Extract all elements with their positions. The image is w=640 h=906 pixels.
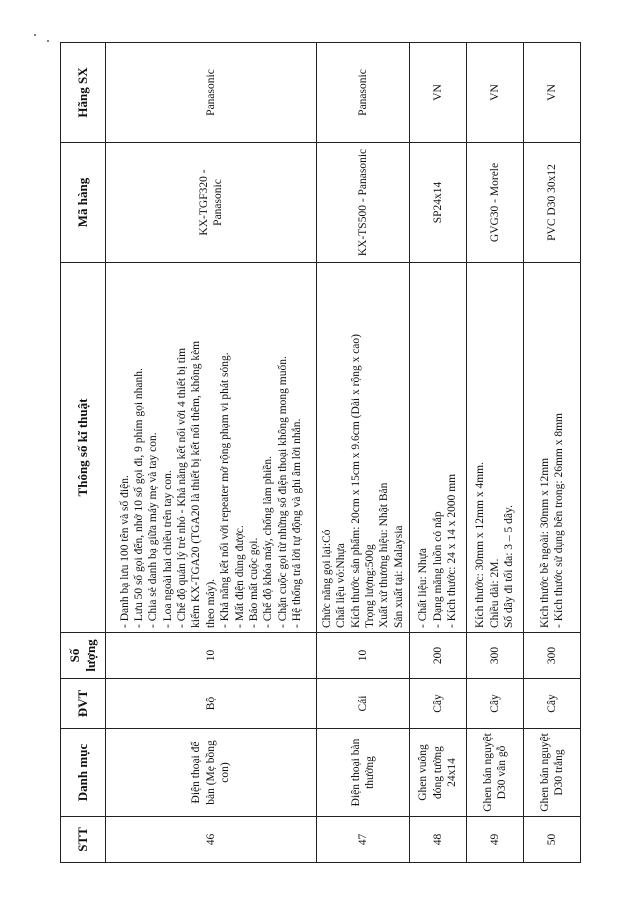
header-dvt: ĐVT — [61, 679, 106, 729]
cell-hang-sx: VN — [410, 43, 467, 143]
header-so-luong: Số lượng — [61, 633, 106, 679]
spec-line: - Mất điện dùng được. — [233, 525, 246, 628]
cell-hang-sx: Panasonic — [317, 43, 410, 143]
spec-line: - Hệ thống trả lời tự động và ghi âm lời nhắn. — [291, 418, 304, 628]
spec-line: Trọng lượng:500g — [364, 544, 376, 628]
cell-stt: 49 — [467, 817, 524, 863]
spec-line: Chiều dài: 2M. — [488, 558, 501, 628]
table-row — [524, 43, 581, 863]
spec-line: Kích thước: 30mm x 12mm x 4mm. — [474, 462, 487, 628]
header-thong-so: Thông số kĩ thuật — [61, 263, 106, 633]
spec-line: Kích thước bề ngoài: 30mm x 12mm — [538, 457, 551, 628]
spec-line: Chức năng gọi lại:Có — [320, 529, 333, 628]
cell-dvt: Cây — [467, 679, 524, 729]
spec-line: - Báo mất cuộc gọi. — [247, 537, 260, 628]
scan-speck — [47, 40, 49, 42]
spec-line: Số dây đi tối đa: 3 – 5 dây. — [503, 505, 516, 628]
spec-line: Chất liệu vỏ:Nhựa — [335, 543, 348, 628]
cell-hang-sx: VN — [467, 43, 524, 143]
cell-danh-muc: Điện thoại bàn thường — [317, 729, 410, 817]
cell-stt: 48 — [410, 817, 467, 863]
spec-line: - Kích thước: 24 x 14 x 2000 mm — [446, 473, 459, 628]
spec-line: - Chất liệu: Nhựa — [417, 547, 430, 628]
spec-line: - Chia sẻ danh bạ giữa máy mẹ và tay con. — [147, 432, 160, 628]
cell-ma-hang: KX-TGF320 - Panasonic — [106, 143, 317, 263]
spec-line: Sản xuất tại: Malaysia — [392, 525, 405, 628]
cell-spec — [524, 263, 581, 633]
cell-spec — [467, 263, 524, 633]
cell-ma-hang: KX-TS500 - Panasonic — [317, 143, 410, 263]
spec-line: - Loa ngoài hai chiều trên tay con. — [161, 470, 174, 628]
cell-stt: 47 — [317, 817, 410, 863]
cell-danh-muc: Điện thoại để bàn (Mẹ bồng con) — [106, 729, 317, 817]
cell-so-luong: 300 — [467, 633, 524, 679]
header-stt: STT — [61, 817, 106, 863]
cell-spec — [410, 263, 467, 633]
cell-danh-muc: Ghen bán nguyệt D30 vân gỗ — [467, 729, 524, 817]
cell-dvt: Cái — [317, 679, 410, 729]
scan-speck — [34, 34, 36, 36]
cell-hang-sx: VN — [524, 43, 581, 143]
spec-line: - Chặn cuộc gọi từ những số điện thoại không mong muốn. — [276, 356, 289, 628]
cell-so-luong: 200 — [410, 633, 467, 679]
spec-table — [60, 42, 581, 863]
cell-ma-hang: PVC D30 30x12 — [524, 143, 581, 263]
table-row — [106, 43, 317, 863]
cell-dvt: Cây — [524, 679, 581, 729]
header-row — [61, 43, 106, 863]
spec-line: - Danh bạ lưu 100 tên và số điện. — [118, 475, 131, 628]
spec-line: - Khả năng kết nối với repeater mở rộng phạm vi phát sóng. — [219, 352, 232, 628]
cell-so-luong: 300 — [524, 633, 581, 679]
cell-stt: 50 — [524, 817, 581, 863]
spec-line: Xuất xứ thương hiệu: Nhật Bản — [378, 482, 391, 628]
header-hang-sx: Hãng SX — [61, 43, 106, 143]
rotated-table-wrapper — [60, 43, 580, 863]
cell-danh-muc: Ghen bán nguyệt D30 trắng — [524, 729, 581, 817]
header-ma-hang: Mã hàng — [61, 143, 106, 263]
spec-line: - Chế độ khóa máy, chống làm phiền. — [262, 455, 275, 628]
table-row — [410, 43, 467, 863]
cell-so-luong: 10 — [106, 633, 317, 679]
cell-ma-hang: SP24x14 — [410, 143, 467, 263]
cell-spec — [106, 263, 317, 633]
cell-dvt: Cây — [410, 679, 467, 729]
spec-line: kiếm KX-TGA20 (TGA20 là thiết bị kết nối thêm, không kèm — [190, 340, 203, 628]
table-row — [467, 43, 524, 863]
spec-line: - Dạng măng luồn có nắp — [431, 511, 444, 628]
cell-danh-muc: Ghen vuông đóng tường 24x14 — [410, 729, 467, 817]
cell-so-luong: 10 — [317, 633, 410, 679]
spec-line: Kích thước sản phẩm: 20cm x 15cm x 9.6cm (Dài x rộng x cao) — [349, 334, 362, 628]
cell-spec — [317, 263, 410, 633]
spec-line: theo máy). — [204, 578, 217, 628]
cell-hang-sx: Panasonic — [106, 43, 317, 143]
cell-ma-hang: GVG30 - Morele — [467, 143, 524, 263]
table-row — [317, 43, 410, 863]
spec-line: - Kích thước sử dụng bên trong: 26mm x 8mm — [553, 413, 565, 628]
spec-line: - Lưu 50 số gọi đến, nhớ 10 số gọi đi, 9 phím gọi nhanh. — [132, 368, 145, 628]
header-danh-muc: Danh mục — [61, 729, 106, 817]
cell-stt: 46 — [106, 817, 317, 863]
spec-line: - Chế độ quản lý trẻ nhỏ - Khả năng kết nối với 4 thiết bị tìm — [176, 347, 189, 628]
cell-dvt: Bộ — [106, 679, 317, 729]
